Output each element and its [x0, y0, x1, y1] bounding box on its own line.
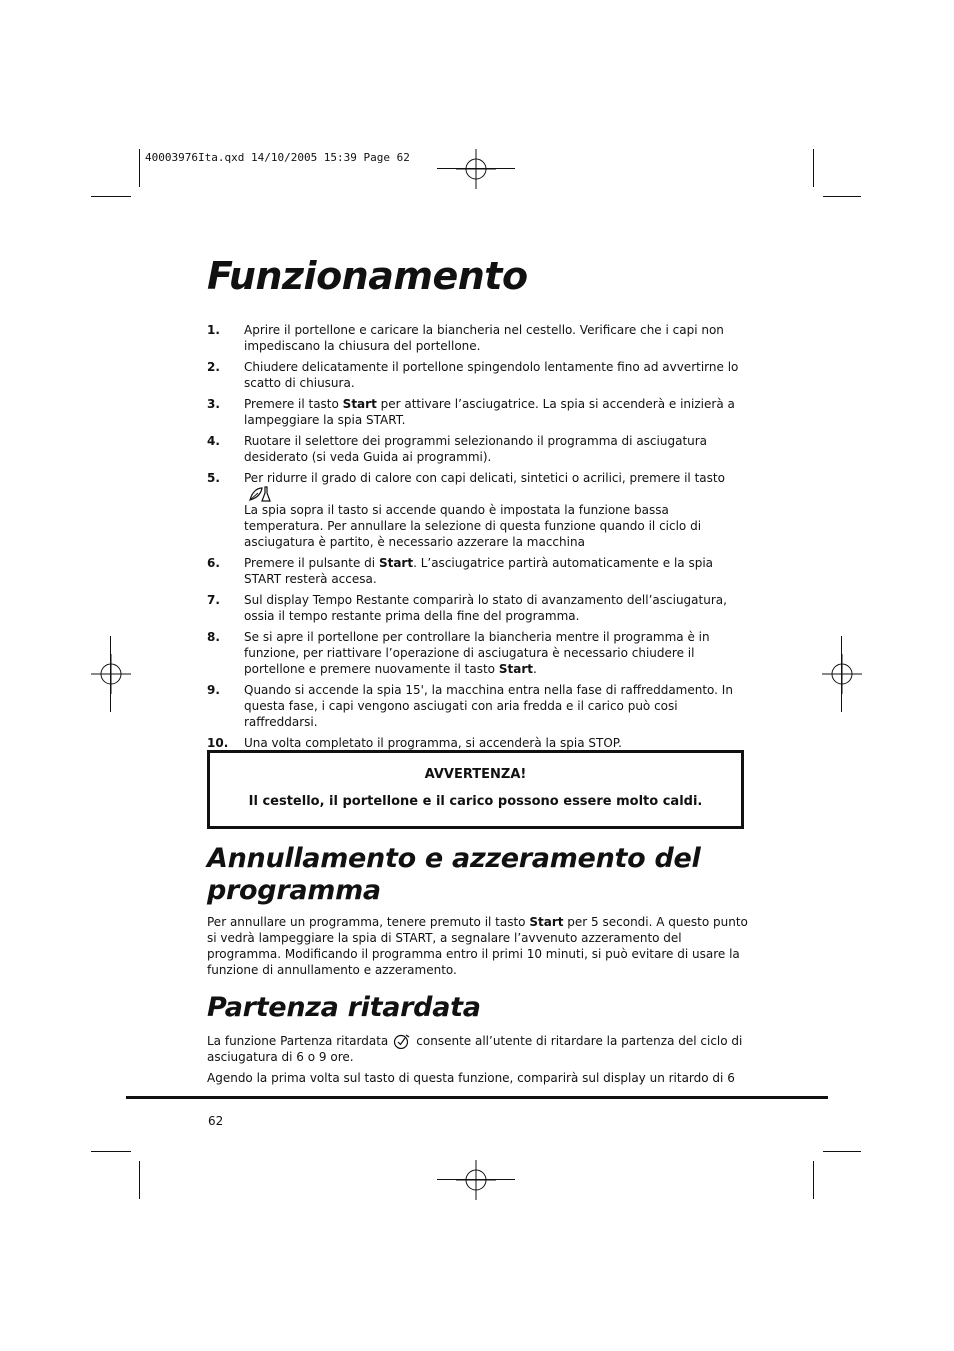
step-number: 5.	[207, 471, 220, 485]
warning-box	[207, 750, 744, 829]
start-key-label: Start	[342, 397, 377, 411]
crop-mark	[823, 1151, 861, 1152]
crop-mark	[813, 1161, 814, 1199]
step-number: 8.	[207, 630, 220, 644]
step-text-part: . L’asciugatrice partirà automaticamente e la spia START resterà accesa.	[244, 556, 714, 586]
delay-paragraph	[207, 1033, 752, 1065]
step-text-part: La spia sopra il tasto si accende quando è impostata la funzione bassa temperatura. Per annullare la selezione di questa funzione quando il ciclo di asciugatura è partito, è necessario azzerare la macchina	[244, 503, 702, 549]
delay-paragraph-2: Agendo la prima volta sul tasto di questa funzione, comparirà sul display un ritardo di 6	[207, 1071, 735, 1085]
step-number: 10.	[207, 736, 229, 750]
step-text-part: Se si apre il portellone per controllare la biancheria mentre il programma è in funzione, per riattivare l’operazione di asciugatura è necessario chiudere il portellone e premere nuovamente il tasto	[244, 630, 710, 676]
list-item	[207, 322, 752, 354]
step-text-part: Premere il pulsante di	[244, 556, 379, 570]
list-item	[207, 433, 752, 465]
section-heading-delay: Partenza ritardata	[207, 992, 481, 1023]
page-title: Funzionamento	[207, 254, 528, 298]
registration-mark-icon	[822, 654, 862, 694]
list-item	[207, 359, 752, 391]
crop-mark	[823, 196, 861, 197]
registration-mark-icon	[91, 654, 131, 694]
step-text-part: per attivare l’asciugatrice. La spia si accenderà e inizierà a lampeggiare la spia START.	[244, 397, 735, 427]
paragraph-text-part: per 5 secondi. A questo punto si vedrà lampeggiare la spia di START, a segnalare l’avvenuto azzeramento del programma. Modificando il programma entro il primi 10 minuti, si può evitare di usare la funzione di annullamento e azzeramento.	[207, 915, 748, 977]
delay-timer-icon	[392, 1033, 412, 1049]
start-key-label: Start	[498, 662, 533, 676]
list-item	[207, 396, 752, 428]
step-text: Quando si accende la spia 15', la macchina entra nella fase di raffreddamento. In questa fase, i capi vengono asciugati con aria fredda e il carico può cosi raffreddarsi.	[244, 683, 733, 729]
crop-mark	[110, 636, 111, 712]
low-temperature-icon	[248, 486, 272, 502]
crop-mark	[139, 1161, 140, 1199]
step-text	[244, 470, 752, 550]
reset-paragraph	[207, 914, 752, 978]
crop-mark	[437, 168, 515, 169]
step-text: Ruotare il selettore dei programmi selezionando il programma di asciugatura desiderato (si veda Guida ai programmi).	[244, 434, 708, 464]
instruction-list	[207, 322, 752, 756]
paragraph-text-part: La funzione Partenza ritardata	[207, 1034, 389, 1048]
list-item	[207, 555, 752, 587]
step-text	[244, 555, 752, 587]
crop-mark	[437, 1179, 515, 1180]
step-text-part: Premere il tasto	[244, 397, 343, 411]
step-number: 4.	[207, 434, 220, 448]
paragraph-text-part: Per annullare un programma, tenere premuto il tasto	[207, 915, 530, 929]
step-text: Aprire il portellone e caricare la biancheria nel cestello. Verificare che i capi non impediscano la chiusura del portellone.	[244, 323, 724, 353]
crop-mark	[139, 149, 140, 187]
step-text	[244, 629, 752, 677]
step-number: 1.	[207, 323, 220, 337]
step-number: 3.	[207, 397, 220, 411]
step-number: 7.	[207, 593, 220, 607]
section-heading-reset: Annullamento e azzeramento del programma	[207, 843, 701, 906]
list-item	[207, 735, 752, 751]
step-text: Chiudere delicatamente il portellone spingendolo lentamente fino ad avvertirne lo scatto di chiusura.	[244, 360, 739, 390]
step-number: 6.	[207, 556, 220, 570]
warning-title: AVVERTENZA!	[424, 767, 527, 782]
step-text	[244, 396, 752, 428]
footer-rule	[126, 1096, 828, 1099]
registration-mark-icon	[456, 149, 496, 189]
list-item	[207, 682, 752, 730]
step-number: 9.	[207, 683, 220, 697]
list-item	[207, 470, 752, 550]
start-key-label: Start	[378, 556, 414, 570]
step-text-part: Per ridurre il grado di calore con capi delicati, sintetici o acrilici, premere il tasto	[244, 471, 725, 485]
page-number: 62	[208, 1114, 224, 1128]
registration-mark-icon	[456, 1160, 496, 1200]
paragraph-text-part: consente all’utente di ritardare la partenza del ciclo di asciugatura di 6 o 9 ore.	[207, 1034, 743, 1064]
step-text: Sul display Tempo Restante comparirà lo stato di avanzamento dell’asciugatura, ossia il tempo restante prima della fine del programma.	[244, 593, 727, 623]
crop-mark	[91, 196, 131, 197]
crop-mark	[91, 1151, 131, 1152]
step-text: Una volta completato il programma, si accenderà la spia STOP.	[244, 736, 622, 750]
print-slug: 40003976Ita.qxd 14/10/2005 15:39 Page 62	[145, 151, 410, 164]
list-item	[207, 629, 752, 677]
crop-mark	[813, 149, 814, 187]
crop-mark	[841, 636, 842, 712]
start-key-label: Start	[529, 915, 564, 929]
step-text-part: .	[532, 662, 537, 676]
warning-text: Il cestello, il portellone e il carico possono essere molto caldi.	[248, 794, 703, 809]
list-item	[207, 592, 752, 624]
step-number: 2.	[207, 360, 220, 374]
